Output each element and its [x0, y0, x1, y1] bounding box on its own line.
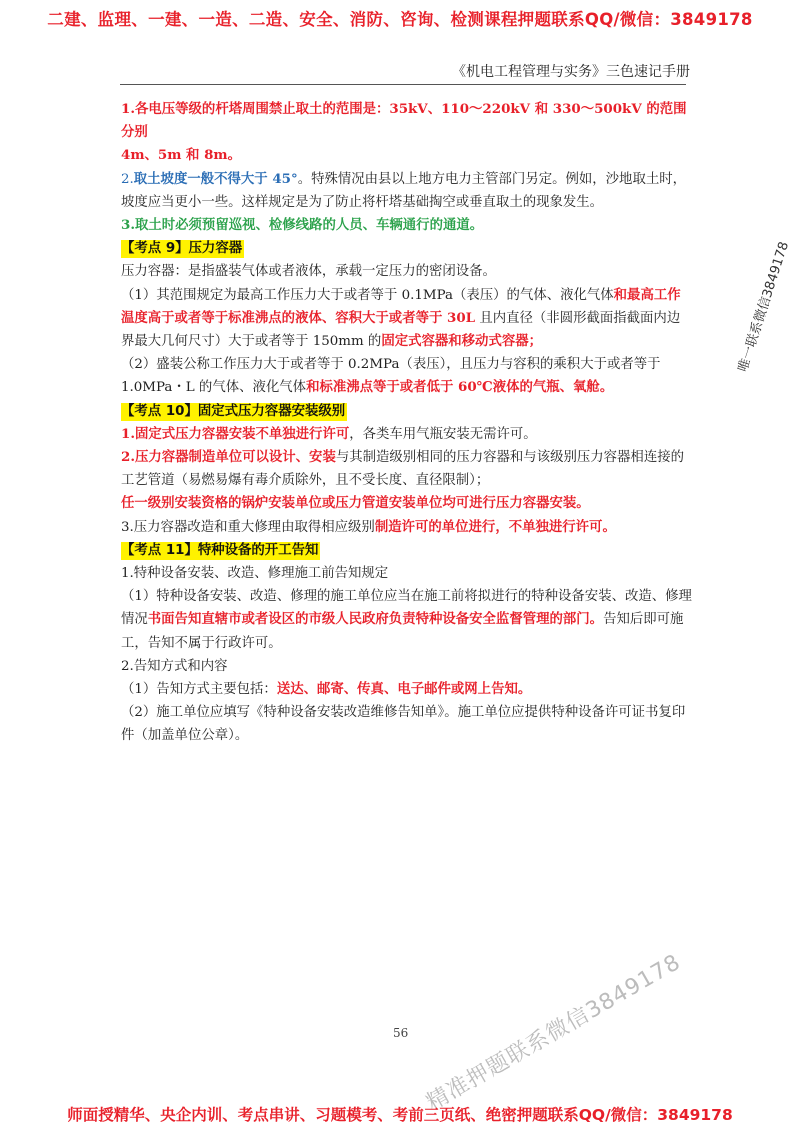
top-promo-banner: 二建、监理、一建、一造、二造、安全、消防、咨询、检测课程押题联系QQ/微信：3849178	[47, 10, 753, 29]
header-divider	[120, 84, 686, 85]
red-text: 1.固定式压力容器安装不单独进行许可	[121, 425, 350, 442]
body-text: 。特殊情况由县以上地方电力主管部门另定。例如，沙地取土时，坡度应当更小一些。这样规定是为了防止将杆塔基础掏空或垂直取土的现象发生。	[121, 171, 687, 210]
green-paragraph: 3.取土时必须预留巡视、检修线路的人员、车辆通行的通道。	[121, 217, 484, 234]
body-text: （1）特种设备安装、改造、修理的施工单位应当在施工前将拟进行的特种设备安装、改造、修理情况	[121, 589, 692, 628]
section-heading-11	[121, 539, 693, 562]
body-text: 告知后即可施工，告知不属于行政许可。	[121, 612, 684, 651]
paragraph: 压力容器：是指盛装气体或者液体，承载一定压力的密闭设备。	[121, 264, 496, 280]
red-text: 固定式容器和移动式容器；	[381, 333, 543, 350]
bottom-watermark: 精准押题联系微信3849178	[422, 949, 686, 1116]
blue-text: 2.	[121, 171, 134, 187]
section-heading-10	[121, 400, 693, 423]
paragraph: 2.告知方式和内容	[121, 658, 228, 674]
section-heading-9	[121, 237, 693, 260]
red-paragraph: 任一级别安装资格的锅炉安装单位或压力管道安装单位均可进行压力容器安装。	[121, 495, 590, 512]
heading-title: 特种设备的开工告知	[197, 542, 319, 558]
red-text: 和最高工作温度高于或者等于标准沸点的液体、容积大于或者等于 30L	[121, 286, 681, 326]
red-text: 1.各电压等级的杆塔周围禁止取土的范围是：35kV、110～220kV 和 330～500kV 的范围分别	[121, 101, 687, 141]
paragraph	[121, 423, 693, 446]
body-text: 与其制造级别相同的压力容器和与该级别压力容器相连接的工艺管道（易燃易爆有毒介质除外，且不受长度、直径限制）；	[121, 450, 684, 489]
paragraph	[121, 516, 693, 539]
page-number: 56	[393, 1026, 409, 1040]
heading-tag: 【考点 10】	[121, 403, 198, 419]
red-text: 书面告知直辖市或者设区的市级人民政府负责特种设备安全监督管理的部门。	[147, 611, 604, 628]
body-text: （1）告知方式主要包括：	[121, 682, 277, 698]
red-text: 制造许可的单位进行，不单独进行许可。	[374, 518, 616, 535]
heading-title: 压力容器	[188, 241, 243, 257]
paragraph	[121, 98, 693, 168]
paragraph	[121, 353, 693, 399]
red-text: 和标准沸点等于或者低于 60℃液体的气瓶、氧舱。	[306, 379, 614, 396]
paragraph: 1.特种设备安装、改造、修理施工前告知规定	[121, 566, 389, 582]
side-watermark: 唯一联系微信3849178	[735, 239, 793, 374]
heading-tag: 【考点 11】	[121, 542, 198, 558]
running-header: 《机电工程管理与实务》三色速记手册	[452, 64, 690, 80]
heading-title: 固定式压力容器安装级别	[197, 403, 346, 419]
paragraph	[121, 446, 693, 492]
paragraph	[121, 168, 693, 214]
body-text: （2）盛装公称工作压力大于或者等于 0.2MPa（表压），且压力与容积的乘积大于或者等于 1.0MPa・L 的气体、液化气体	[121, 357, 661, 396]
paragraph	[121, 585, 693, 655]
red-text: 2.	[121, 449, 135, 466]
bottom-promo-banner: 师面授精华、央企内训、考点串讲、习题模考、考前三页纸、绝密押题联系QQ/微信：3849178	[67, 1106, 733, 1124]
body-text: 且内直径（非圆形截面指截面内边界最大几何尺寸）大于或者等于 150mm 的	[121, 310, 681, 350]
paragraph	[121, 284, 693, 354]
heading-tag: 【考点 9】	[121, 241, 189, 257]
red-text: 送达、邮寄、传真、电子邮件或网上告知。	[276, 681, 532, 698]
paragraph	[121, 678, 693, 701]
red-text: 4m、5m 和 8m。	[121, 147, 241, 164]
paragraph: （2）施工单位应填写《特种设备安装改造维修告知单》。施工单位应提供特种设备许可证书复印件（加盖单位公章）。	[121, 705, 686, 744]
red-text: 压力容器制造单位可以设计、安装	[134, 449, 336, 466]
body-text: （1）其范围规定为最高工作压力大于或者等于 0.1MPa（表压）的气体、液化气体	[121, 287, 614, 303]
blue-text: 取土坡度一般不得大于 45°	[133, 170, 298, 187]
page-body	[121, 98, 693, 748]
body-text: 3.压力容器改造和重大修理由取得相应级别	[121, 519, 375, 535]
body-text: ，各类车用气瓶安装无需许可。	[349, 426, 537, 442]
